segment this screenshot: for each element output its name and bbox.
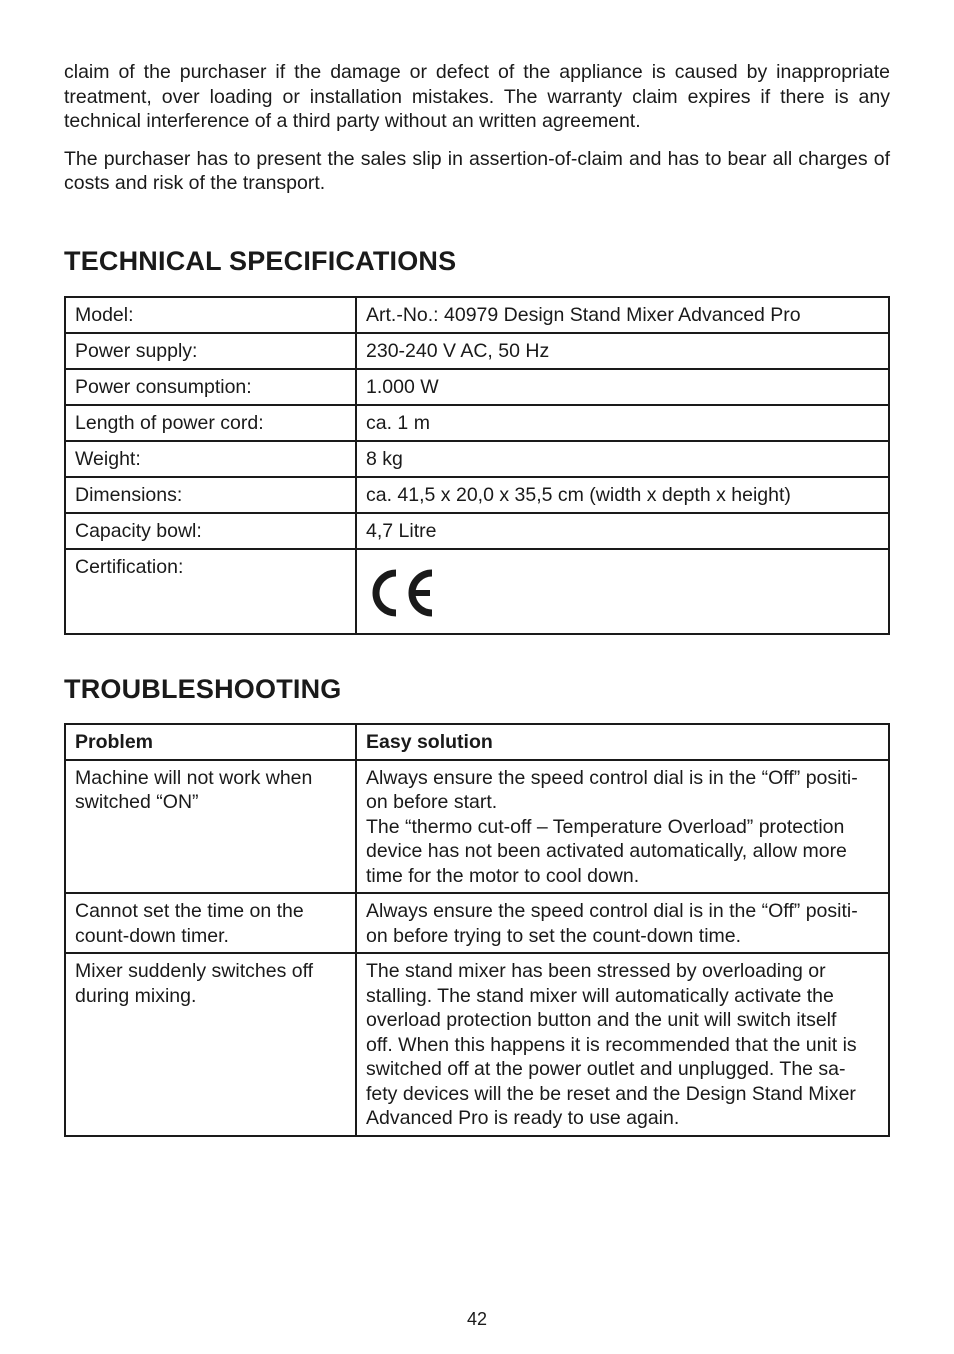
spec-label: Certification:	[65, 549, 356, 634]
text-line: Mixer suddenly switches off	[75, 960, 314, 982]
text-line: during mixing.	[75, 984, 197, 1007]
troubleshooting-header-row	[65, 724, 889, 760]
spec-label: Power supply:	[65, 333, 356, 369]
text-line: Always ensure the speed control dial is in the “Off” positi-	[366, 766, 858, 789]
technical-specifications-table	[64, 296, 890, 635]
problem-column-header: Problem	[65, 724, 356, 760]
text-line: The stand mixer has been stressed by overloading or	[366, 960, 826, 982]
troubleshooting-heading: TROUBLESHOOTING	[64, 674, 342, 704]
text-line: off. When this happens it is recommended that the unit is	[366, 1033, 857, 1056]
problem-cell	[65, 760, 356, 894]
warranty-paragraph-2: The purchaser has to present the sales slip in assertion-of-claim and has to bear all charges of costs and risk of the transport.	[64, 147, 890, 194]
manual-page	[64, 60, 890, 1129]
spec-row-dimensions	[65, 477, 889, 513]
problem-cell	[65, 953, 356, 1136]
technical-specifications-heading: TECHNICAL SPECIFICATIONS	[64, 246, 457, 276]
spec-value: 1.000 W	[356, 369, 889, 405]
troubleshooting-row	[65, 893, 889, 953]
spec-label: Capacity bowl:	[65, 513, 356, 549]
text-line: overload protection button and the unit will switch itself	[366, 1009, 837, 1031]
problem-cell	[65, 893, 356, 953]
troubleshooting-row	[65, 953, 889, 1136]
spec-label: Power consumption:	[65, 369, 356, 405]
text-line: count-down timer.	[75, 924, 229, 947]
page-number: 42	[466, 1309, 488, 1329]
ce-mark-icon	[366, 569, 438, 617]
warranty-paragraph-1: claim of the purchaser if the damage or defect of the appliance is caused by inappropriate treatment, over loading or installation mistakes. The warranty claim expires if there is any technical interference of a third party without an written agreement.	[64, 61, 890, 132]
text-line: Advanced Pro is ready to use again.	[366, 1107, 680, 1129]
solution-cell	[356, 893, 889, 953]
spec-row-power-cord	[65, 405, 889, 441]
spec-label: Weight:	[65, 441, 356, 477]
text-line: The “thermo cut-off – Temperature Overload” protection	[366, 815, 845, 838]
spec-value: 8 kg	[356, 441, 889, 477]
spec-row-weight	[65, 441, 889, 477]
spec-value: ca. 1 m	[356, 405, 889, 441]
text-line: device has not been activated automatically, allow more	[366, 840, 847, 862]
spec-row-power-consumption	[65, 369, 889, 405]
text-line: on before start.	[366, 791, 498, 813]
spec-value	[356, 549, 889, 634]
spec-row-certification	[65, 549, 889, 634]
text-line: switched off at the power outlet and unplugged. The sa-	[366, 1058, 846, 1080]
text-line: Cannot set the time on the	[75, 900, 304, 922]
troubleshooting-table	[64, 723, 890, 1137]
spec-row-power-supply	[65, 333, 889, 369]
solution-cell	[356, 760, 889, 894]
text-line: Always ensure the speed control dial is in the “Off” positi-	[366, 900, 858, 922]
text-line: on before trying to set the count-down time.	[366, 924, 742, 947]
spec-row-model	[65, 297, 889, 333]
spec-value: 4,7 Litre	[356, 513, 889, 549]
text-line: stalling. The stand mixer will automatically activate the	[366, 984, 834, 1007]
solution-cell	[356, 953, 889, 1136]
spec-value: Art.-No.: 40979 Design Stand Mixer Advanced Pro	[356, 297, 889, 333]
spec-label: Dimensions:	[65, 477, 356, 513]
text-line: fety devices will the be reset and the Design Stand Mixer	[366, 1082, 856, 1105]
spec-row-capacity	[65, 513, 889, 549]
spec-value: ca. 41,5 x 20,0 x 35,5 cm (width x depth x height)	[356, 477, 889, 513]
text-line: time for the motor to cool down.	[366, 864, 640, 887]
text-line: Machine will not work when	[75, 766, 313, 789]
spec-label: Model:	[65, 297, 356, 333]
text-line: switched “ON”	[75, 791, 199, 813]
troubleshooting-row	[65, 760, 889, 894]
solution-column-header: Easy solution	[356, 724, 889, 760]
spec-value: 230-240 V AC, 50 Hz	[356, 333, 889, 369]
spec-label: Length of power cord:	[65, 405, 356, 441]
